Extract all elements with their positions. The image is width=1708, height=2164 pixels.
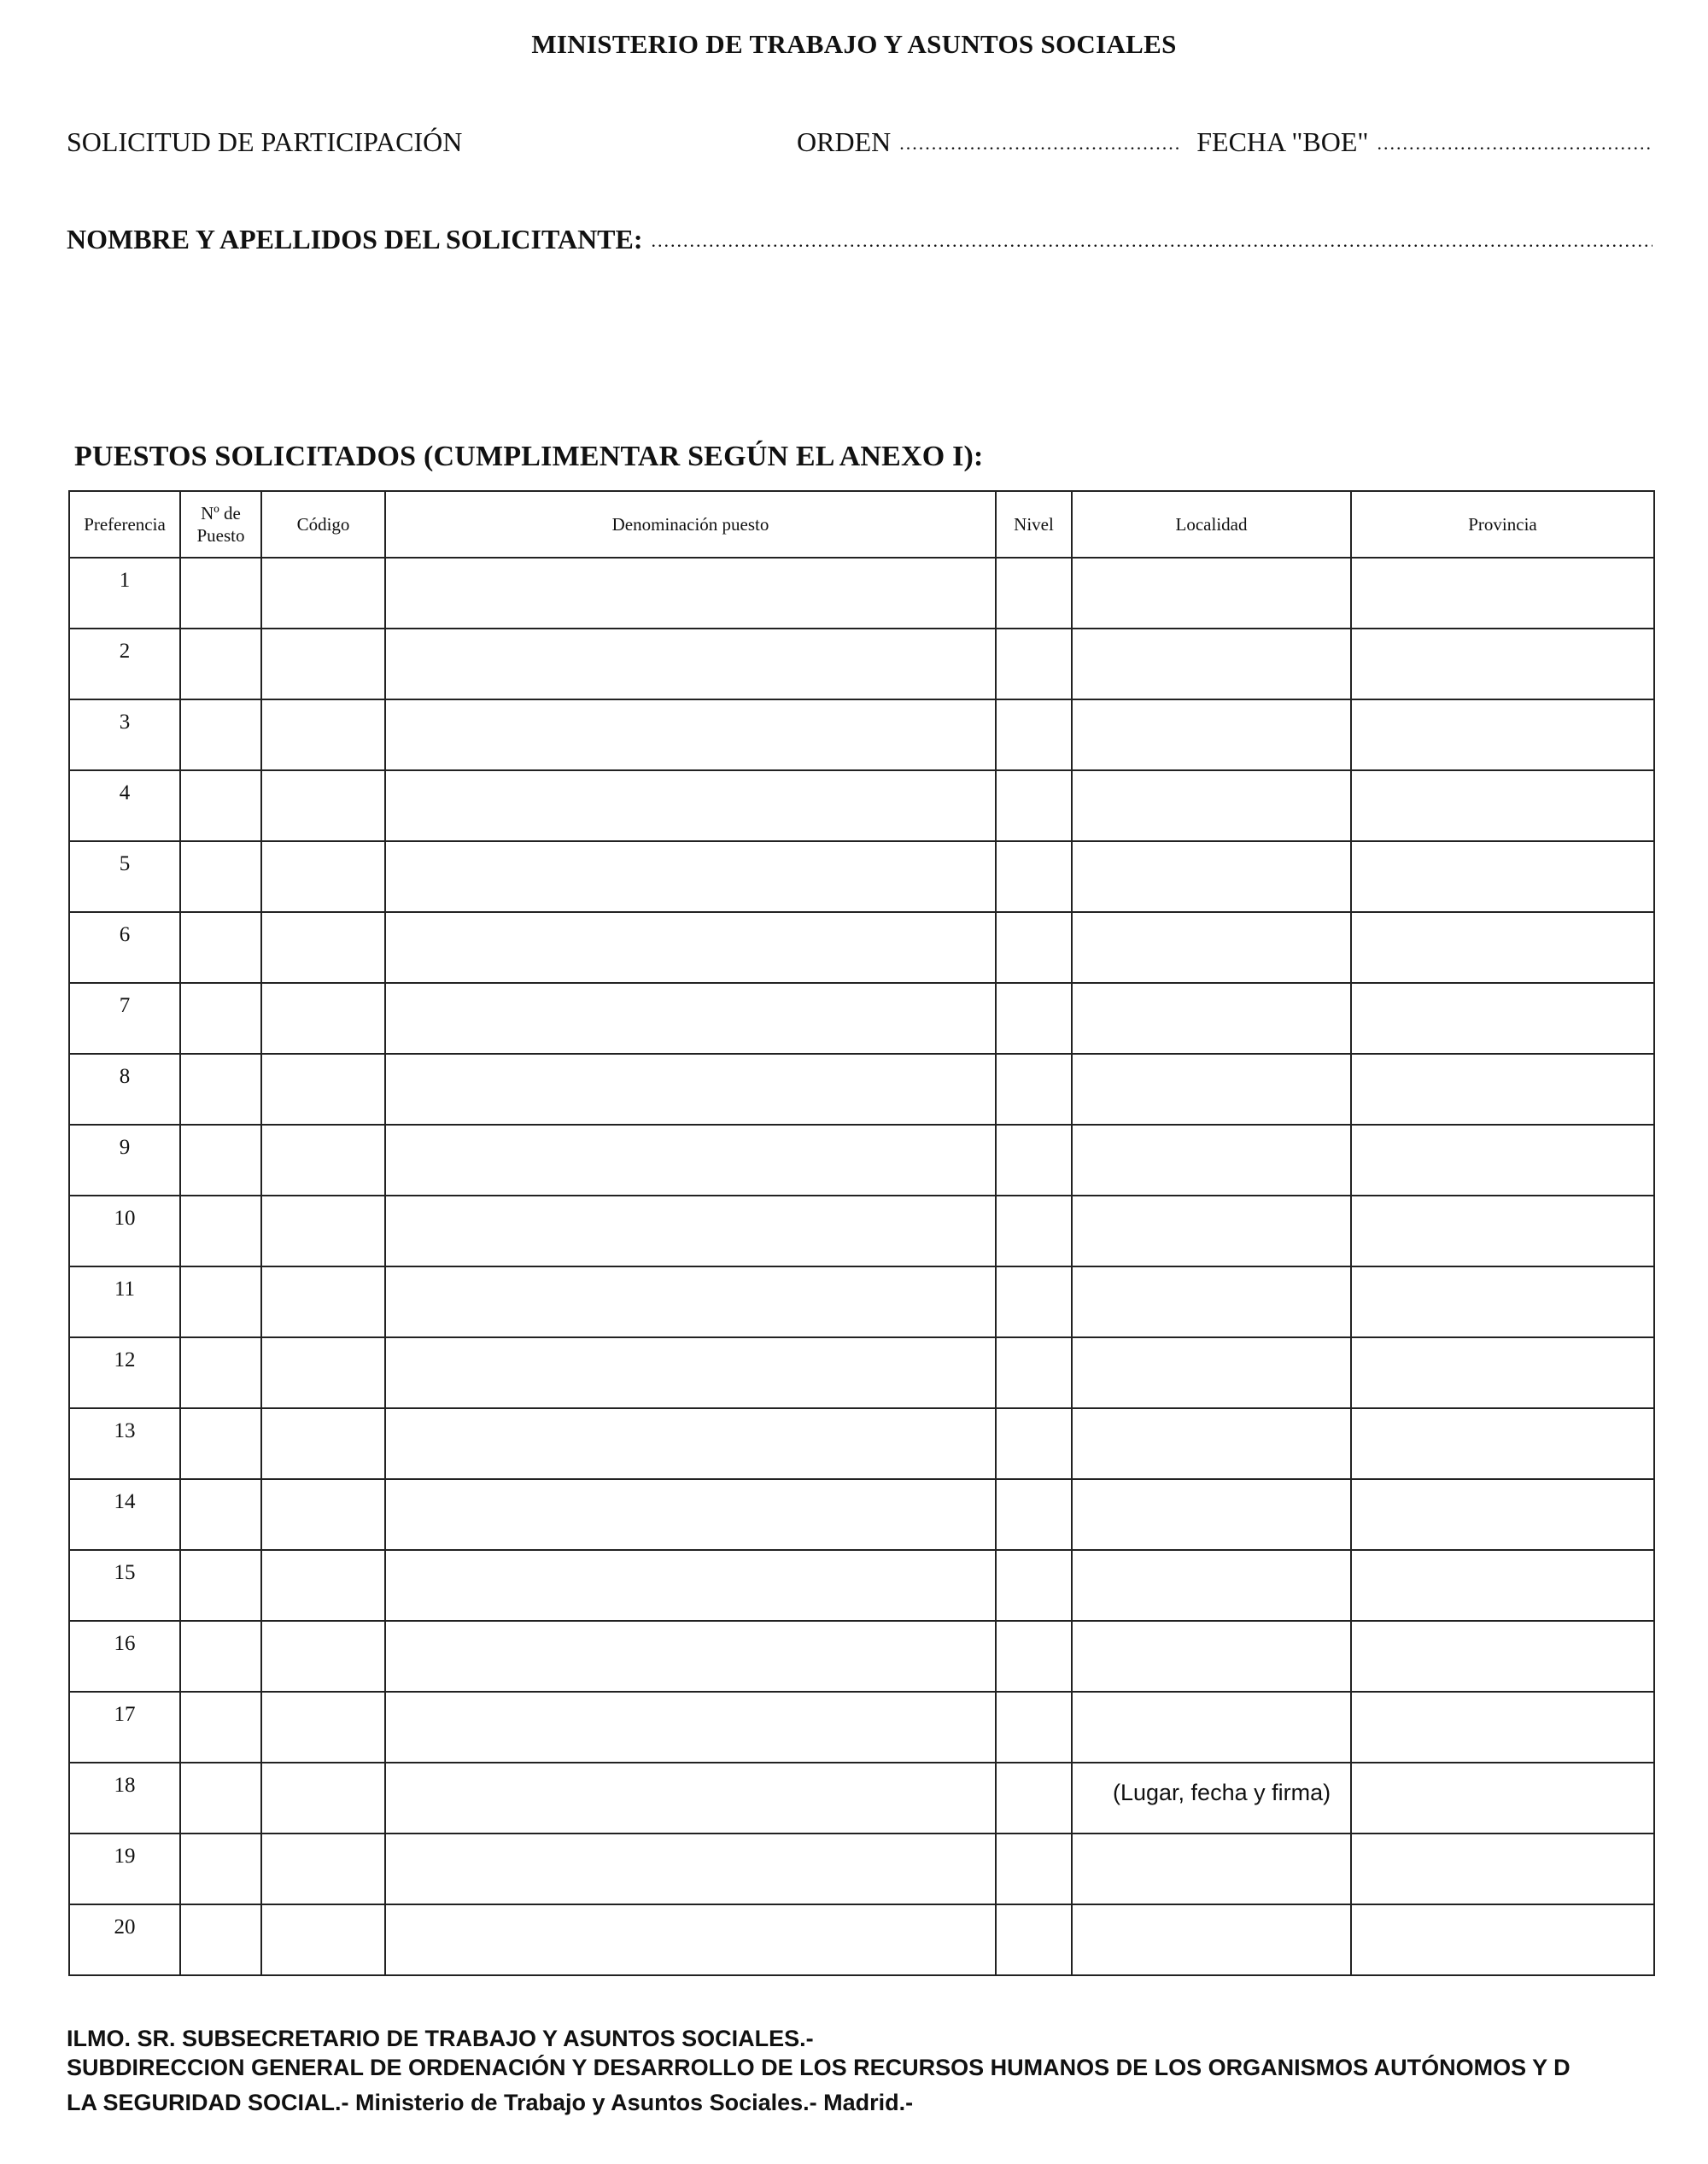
header-numero-line2: Puesto	[196, 525, 245, 546]
nivel-cell[interactable]	[996, 1408, 1072, 1479]
provincia-cell[interactable]	[1351, 558, 1654, 629]
nivel-cell[interactable]	[996, 1054, 1072, 1125]
denominacion-cell[interactable]	[385, 1337, 996, 1408]
preference-number: 15	[69, 1550, 180, 1621]
codigo-cell[interactable]	[261, 1904, 385, 1975]
signature-note: (Lugar, fecha y firma)	[1113, 1780, 1331, 1805]
localidad-cell[interactable]	[1072, 1479, 1351, 1550]
denominacion-cell[interactable]	[385, 983, 996, 1054]
nombre-row	[67, 224, 1652, 255]
header-codigo: Código	[261, 491, 385, 558]
codigo-cell[interactable]	[261, 770, 385, 841]
denominacion-cell[interactable]	[385, 699, 996, 770]
codigo-cell[interactable]	[261, 1054, 385, 1125]
localidad-cell[interactable]	[1072, 1834, 1351, 1904]
nivel-cell[interactable]	[996, 1550, 1072, 1621]
numero-cell[interactable]	[180, 1337, 261, 1408]
nivel-cell[interactable]	[996, 629, 1072, 699]
provincia-cell[interactable]	[1351, 841, 1654, 912]
numero-cell[interactable]	[180, 1196, 261, 1266]
codigo-cell[interactable]	[261, 912, 385, 983]
localidad-cell[interactable]	[1072, 770, 1351, 841]
table-row	[69, 841, 1654, 912]
provincia-cell[interactable]	[1351, 770, 1654, 841]
footer-seguridad-social-bold: LA SEGURIDAD SOCIAL.-	[67, 2090, 349, 2115]
puestos-table	[68, 490, 1655, 1976]
provincia-cell[interactable]	[1351, 1621, 1654, 1692]
localidad-cell[interactable]	[1072, 558, 1351, 629]
numero-cell[interactable]	[180, 1763, 261, 1834]
table-row	[69, 1337, 1654, 1408]
header-provincia: Provincia	[1351, 491, 1654, 558]
denominacion-cell[interactable]	[385, 1479, 996, 1550]
provincia-cell[interactable]	[1351, 1550, 1654, 1621]
denominacion-cell[interactable]	[385, 558, 996, 629]
nivel-cell[interactable]	[996, 699, 1072, 770]
preference-number: 5	[69, 841, 180, 912]
preference-number: 18	[69, 1763, 180, 1834]
numero-cell[interactable]	[180, 1904, 261, 1975]
table-row	[69, 983, 1654, 1054]
denominacion-cell[interactable]	[385, 1834, 996, 1904]
numero-cell[interactable]	[180, 1621, 261, 1692]
provincia-cell[interactable]	[1351, 1763, 1654, 1834]
solicitud-row	[67, 126, 1652, 158]
table-row	[69, 1834, 1654, 1904]
numero-cell[interactable]	[180, 770, 261, 841]
localidad-cell[interactable]	[1072, 1692, 1351, 1763]
preference-number: 1	[69, 558, 180, 629]
table-row	[69, 1550, 1654, 1621]
nivel-cell[interactable]	[996, 1337, 1072, 1408]
provincia-cell[interactable]	[1351, 1408, 1654, 1479]
localidad-cell[interactable]	[1072, 1550, 1351, 1621]
numero-cell[interactable]	[180, 699, 261, 770]
preference-number: 14	[69, 1479, 180, 1550]
preference-number: 20	[69, 1904, 180, 1975]
header-denominacion: Denominación puesto	[385, 491, 996, 558]
denominacion-cell[interactable]	[385, 1266, 996, 1337]
numero-cell[interactable]	[180, 629, 261, 699]
codigo-cell[interactable]	[261, 1125, 385, 1196]
provincia-cell[interactable]	[1351, 1196, 1654, 1266]
codigo-cell[interactable]	[261, 1479, 385, 1550]
codigo-cell[interactable]	[261, 1834, 385, 1904]
numero-cell[interactable]	[180, 841, 261, 912]
nombre-field[interactable]	[652, 230, 1652, 255]
provincia-cell[interactable]	[1351, 1692, 1654, 1763]
provincia-cell[interactable]	[1351, 912, 1654, 983]
table-row	[69, 1266, 1654, 1337]
table-row	[69, 770, 1654, 841]
denominacion-cell[interactable]	[385, 629, 996, 699]
provincia-cell[interactable]	[1351, 1904, 1654, 1975]
header-numero-puesto	[180, 491, 261, 558]
table-row	[69, 629, 1654, 699]
table-header-row	[69, 491, 1654, 558]
denominacion-cell[interactable]	[385, 841, 996, 912]
codigo-cell[interactable]	[261, 1337, 385, 1408]
preference-number: 13	[69, 1408, 180, 1479]
localidad-cell[interactable]	[1072, 1054, 1351, 1125]
codigo-cell[interactable]	[261, 1692, 385, 1763]
preference-number: 8	[69, 1054, 180, 1125]
localidad-cell[interactable]	[1072, 1266, 1351, 1337]
denominacion-cell[interactable]	[385, 1054, 996, 1125]
footer-seguridad-social	[67, 2090, 913, 2116]
numero-cell[interactable]	[180, 1054, 261, 1125]
provincia-cell[interactable]	[1351, 699, 1654, 770]
codigo-cell[interactable]	[261, 983, 385, 1054]
footer-ministerio: Ministerio de Trabajo y Asuntos Sociales.- Madrid.-	[348, 2090, 914, 2115]
provincia-cell[interactable]	[1351, 629, 1654, 699]
nivel-cell[interactable]	[996, 1904, 1072, 1975]
table-row	[69, 1196, 1654, 1266]
codigo-cell[interactable]	[261, 558, 385, 629]
preference-number: 12	[69, 1337, 180, 1408]
footer-addressee: ILMO. SR. SUBSECRETARIO DE TRABAJO Y ASUNTOS SOCIALES.-	[67, 2026, 814, 2051]
footer-subdireccion: SUBDIRECCION GENERAL DE ORDENACIÓN Y DESARROLLO DE LOS RECURSOS HUMANOS DE LOS ORGANISMOS AUTÓNOMOS Y D	[67, 2055, 1571, 2080]
localidad-cell[interactable]	[1072, 1904, 1351, 1975]
localidad-cell[interactable]	[1072, 983, 1351, 1054]
numero-cell[interactable]	[180, 912, 261, 983]
table-row	[69, 1763, 1654, 1834]
localidad-cell[interactable]	[1072, 1125, 1351, 1196]
preference-number: 9	[69, 1125, 180, 1196]
section-title: PUESTOS SOLICITADOS (CUMPLIMENTAR SEGÚN EL ANEXO I):	[74, 441, 984, 472]
localidad-cell[interactable]	[1072, 841, 1351, 912]
preference-number: 17	[69, 1692, 180, 1763]
codigo-cell[interactable]	[261, 1550, 385, 1621]
nivel-cell[interactable]	[996, 1196, 1072, 1266]
provincia-cell[interactable]	[1351, 1266, 1654, 1337]
preference-number: 10	[69, 1196, 180, 1266]
codigo-cell[interactable]	[261, 841, 385, 912]
nivel-cell[interactable]	[996, 1763, 1072, 1834]
denominacion-cell[interactable]	[385, 770, 996, 841]
denominacion-cell[interactable]	[385, 1550, 996, 1621]
table-row	[69, 1125, 1654, 1196]
codigo-cell[interactable]	[261, 1266, 385, 1337]
ministry-title: MINISTERIO DE TRABAJO Y ASUNTOS SOCIALES	[531, 29, 1177, 59]
nivel-cell[interactable]	[996, 841, 1072, 912]
table-row	[69, 699, 1654, 770]
numero-cell[interactable]	[180, 1408, 261, 1479]
localidad-cell[interactable]	[1072, 1621, 1351, 1692]
orden-label: ORDEN	[797, 126, 892, 157]
denominacion-cell[interactable]	[385, 1196, 996, 1266]
numero-cell[interactable]	[180, 1834, 261, 1904]
codigo-cell[interactable]	[261, 629, 385, 699]
provincia-cell[interactable]	[1351, 1834, 1654, 1904]
localidad-cell[interactable]	[1072, 629, 1351, 699]
orden-field[interactable]	[899, 132, 1181, 158]
nivel-cell[interactable]	[996, 770, 1072, 841]
table-row	[69, 1621, 1654, 1692]
table-row	[69, 1692, 1654, 1763]
codigo-cell[interactable]	[261, 1621, 385, 1692]
localidad-cell[interactable]	[1072, 1337, 1351, 1408]
nivel-cell[interactable]	[996, 1125, 1072, 1196]
nivel-cell[interactable]	[996, 558, 1072, 629]
header-nivel: Nivel	[996, 491, 1072, 558]
nivel-cell[interactable]	[996, 1266, 1072, 1337]
localidad-cell[interactable]	[1072, 699, 1351, 770]
provincia-cell[interactable]	[1351, 1337, 1654, 1408]
nivel-cell[interactable]	[996, 1834, 1072, 1904]
preference-number: 19	[69, 1834, 180, 1904]
preference-number: 16	[69, 1621, 180, 1692]
nivel-cell[interactable]	[996, 1621, 1072, 1692]
provincia-cell[interactable]	[1351, 1125, 1654, 1196]
denominacion-cell[interactable]	[385, 1763, 996, 1834]
numero-cell[interactable]	[180, 1692, 261, 1763]
codigo-cell[interactable]	[261, 699, 385, 770]
preference-number: 6	[69, 912, 180, 983]
codigo-cell[interactable]	[261, 1408, 385, 1479]
provincia-cell[interactable]	[1351, 1054, 1654, 1125]
codigo-cell[interactable]	[261, 1196, 385, 1266]
nivel-cell[interactable]	[996, 912, 1072, 983]
nivel-cell[interactable]	[996, 1692, 1072, 1763]
provincia-cell[interactable]	[1351, 983, 1654, 1054]
nivel-cell[interactable]	[996, 983, 1072, 1054]
localidad-cell[interactable]	[1072, 912, 1351, 983]
table-row	[69, 1054, 1654, 1125]
denominacion-cell[interactable]	[385, 1904, 996, 1975]
numero-cell[interactable]	[180, 1479, 261, 1550]
preference-number: 2	[69, 629, 180, 699]
provincia-cell[interactable]	[1351, 1479, 1654, 1550]
preference-number: 4	[69, 770, 180, 841]
numero-cell[interactable]	[180, 1125, 261, 1196]
fecha-boe-label: FECHA "BOE"	[1196, 126, 1369, 157]
localidad-cell[interactable]	[1072, 1408, 1351, 1479]
table-row	[69, 1904, 1654, 1975]
header-localidad: Localidad	[1072, 491, 1351, 558]
numero-cell[interactable]	[180, 1550, 261, 1621]
numero-cell[interactable]	[180, 1266, 261, 1337]
table-row	[69, 912, 1654, 983]
fecha-boe-field[interactable]	[1377, 132, 1652, 158]
header-preferencia: Preferencia	[69, 491, 180, 558]
preference-number: 11	[69, 1266, 180, 1337]
nombre-label: NOMBRE Y APELLIDOS DEL SOLICITANTE:	[67, 224, 643, 254]
denominacion-cell[interactable]	[385, 1692, 996, 1763]
numero-cell[interactable]	[180, 983, 261, 1054]
numero-cell[interactable]	[180, 558, 261, 629]
table-row	[69, 1479, 1654, 1550]
localidad-cell[interactable]	[1072, 1196, 1351, 1266]
preference-number: 7	[69, 983, 180, 1054]
header-numero-line1: Nº de	[201, 503, 241, 523]
denominacion-cell[interactable]	[385, 1125, 996, 1196]
denominacion-cell[interactable]	[385, 1621, 996, 1692]
table-body	[69, 558, 1654, 1975]
table-row	[69, 558, 1654, 629]
solicitud-label: SOLICITUD DE PARTICIPACIÓN	[67, 126, 463, 157]
denominacion-cell[interactable]	[385, 1408, 996, 1479]
codigo-cell[interactable]	[261, 1763, 385, 1834]
nivel-cell[interactable]	[996, 1479, 1072, 1550]
preference-number: 3	[69, 699, 180, 770]
denominacion-cell[interactable]	[385, 912, 996, 983]
table-row	[69, 1408, 1654, 1479]
